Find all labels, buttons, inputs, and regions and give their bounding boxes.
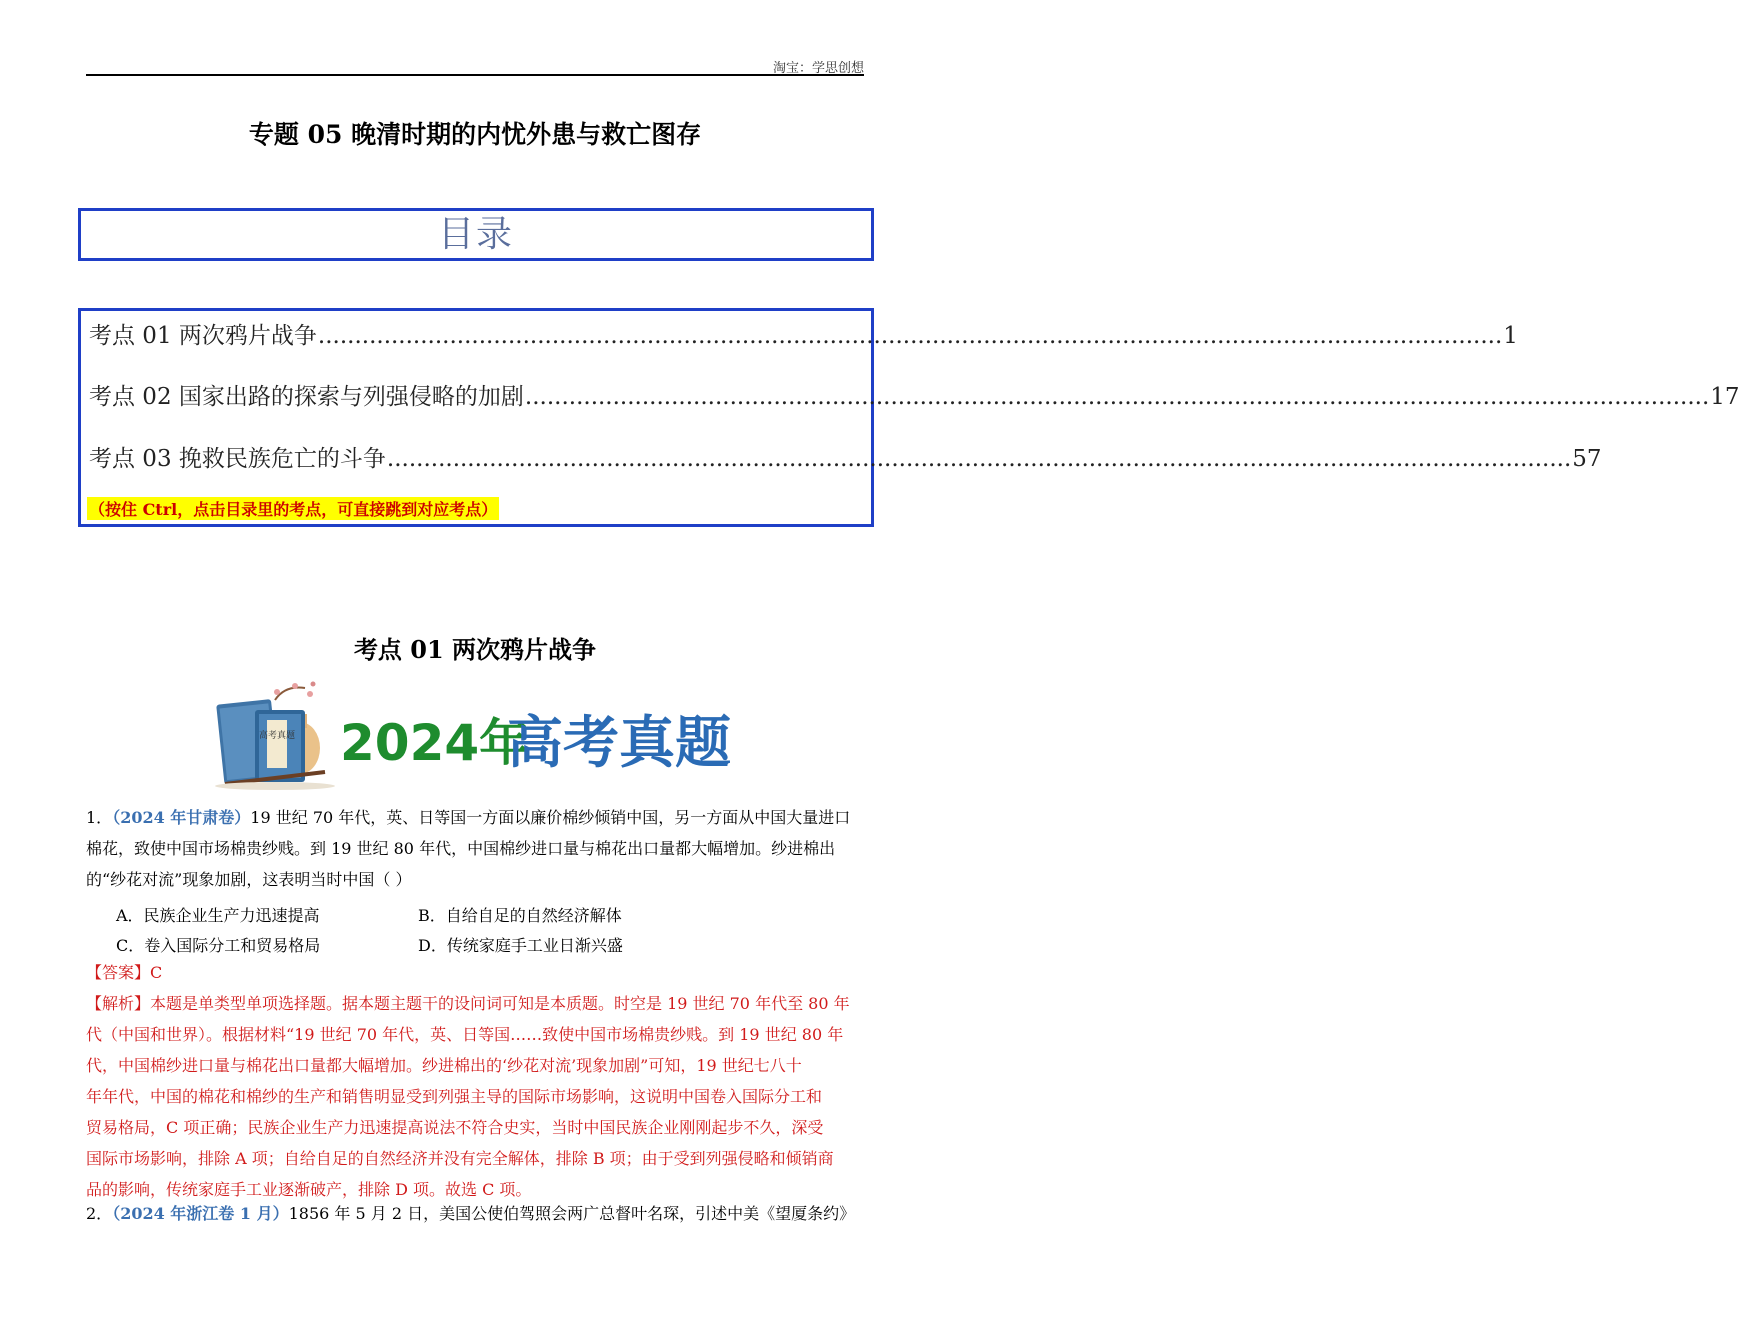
question-stem-line: 棉花，致使中国市场棉贵纱贱。到 19 世纪 80 年代，中国棉纱进口量与棉花出口量都大幅增加。纱进棉出 bbox=[86, 839, 836, 858]
option-b: B．自给自足的自然经济解体 bbox=[418, 906, 622, 925]
banner-label: 高考真题 bbox=[507, 710, 731, 776]
header-brand: 淘宝：学思创想 bbox=[772, 61, 864, 76]
question-source: （2024 年浙江卷 1 月） bbox=[112, 1204, 289, 1223]
toc-item-label: 考点 02 国家出路的探索与列强侵略的加剧 bbox=[89, 384, 524, 410]
books-illustration-icon bbox=[215, 680, 735, 790]
toc-heading-box bbox=[78, 208, 874, 261]
analysis-line: 国际市场影响，排除 A 项；自给自足的自然经济并没有完全解体，排除 B 项；由于受到列强侵略和倾销商 bbox=[86, 1149, 834, 1168]
toc-item-label: 考点 03 挽救民族危亡的斗争 bbox=[89, 446, 386, 472]
question-stem-line: 的“纱花对流”现象加剧，这表明当时中国（ ） bbox=[86, 870, 412, 889]
exam-banner bbox=[215, 680, 735, 790]
toc-item-03[interactable] bbox=[89, 440, 1602, 473]
toc-item-page: 17 bbox=[1710, 384, 1740, 410]
analysis bbox=[86, 988, 866, 1205]
option-c: C．卷入国际分工和贸易格局 bbox=[116, 936, 321, 955]
toc-leader-dots: .................................................................................................................................................................. bbox=[524, 384, 1710, 410]
toc-item-02[interactable] bbox=[89, 378, 1740, 411]
toc-heading: 目录 bbox=[437, 214, 514, 255]
document-title: 专题 05 晚清时期的内忧外患与救亡图存 bbox=[248, 120, 702, 149]
question-2-stem bbox=[86, 1198, 866, 1229]
question-source: （2024 年甘肃卷） bbox=[112, 808, 251, 827]
toc-hint: （按住 Ctrl，点击目录里的考点，可直接跳到对应考点） bbox=[87, 497, 499, 520]
header-rule bbox=[86, 74, 864, 76]
analysis-line: 【解析】本题是单类型单项选择题。据本题主题干的设问词可知是本质题。时空是 19 世纪 70 年代至 80 年 bbox=[86, 994, 850, 1013]
analysis-line: 年年代，中国的棉花和棉纱的生产和销售明显受到列强主导的国际市场影响，这说明中国卷入国际分工和 bbox=[86, 1087, 823, 1106]
toc-item-01[interactable] bbox=[89, 317, 1518, 350]
option-d: D．传统家庭手工业日渐兴盛 bbox=[418, 936, 623, 955]
option-a: A．民族企业生产力迅速提高 bbox=[116, 906, 320, 925]
analysis-line: 代，中国棉纱进口量与棉花出口量都大幅增加。纱进棉出的‘纱花对流’现象加剧”可知，19 世纪七八十 bbox=[86, 1056, 802, 1075]
analysis-line: 贸易格局，C 项正确；民族企业生产力迅速提高说法不符合史实，当时中国民族企业刚刚起步不久，深受 bbox=[86, 1118, 824, 1137]
toc-item-label: 考点 01 两次鸦片战争 bbox=[89, 323, 317, 349]
toc-item-page: 1 bbox=[1503, 323, 1518, 349]
question-number: 1． bbox=[86, 808, 113, 827]
banner-year: 2024年 bbox=[340, 714, 530, 772]
question-1-stem bbox=[86, 802, 866, 895]
book-label: 高考真题 bbox=[258, 731, 296, 741]
toc-item-page: 57 bbox=[1572, 446, 1602, 472]
question-stem-line: 1856 年 5 月 2 日，美国公使伯驾照会两广总督叶名琛，引述中美《望厦条约》 bbox=[288, 1204, 856, 1223]
analysis-line: 代（中国和世界）。根据材料“19 世纪 70 年代，英、日等国……致使中国市场棉贵纱贱。到 19 世纪 80 年 bbox=[86, 1025, 844, 1044]
question-number: 2． bbox=[86, 1204, 113, 1223]
toc-leader-dots: .................................................................................................................................................................. bbox=[317, 323, 1503, 349]
section-title: 考点 01 两次鸦片战争 bbox=[353, 635, 597, 664]
answer: 【答案】C bbox=[86, 963, 163, 982]
question-stem-line: 19 世纪 70 年代，英、日等国一方面以廉价棉纱倾销中国，另一方面从中国大量进口 bbox=[250, 808, 851, 827]
table-of-contents bbox=[78, 308, 1740, 527]
toc-leader-dots: .................................................................................................................................................................. bbox=[386, 446, 1572, 472]
analysis-line: 品的影响，传统家庭手工业逐渐破产，排除 D 项。故选 C 项。 bbox=[86, 1180, 532, 1199]
